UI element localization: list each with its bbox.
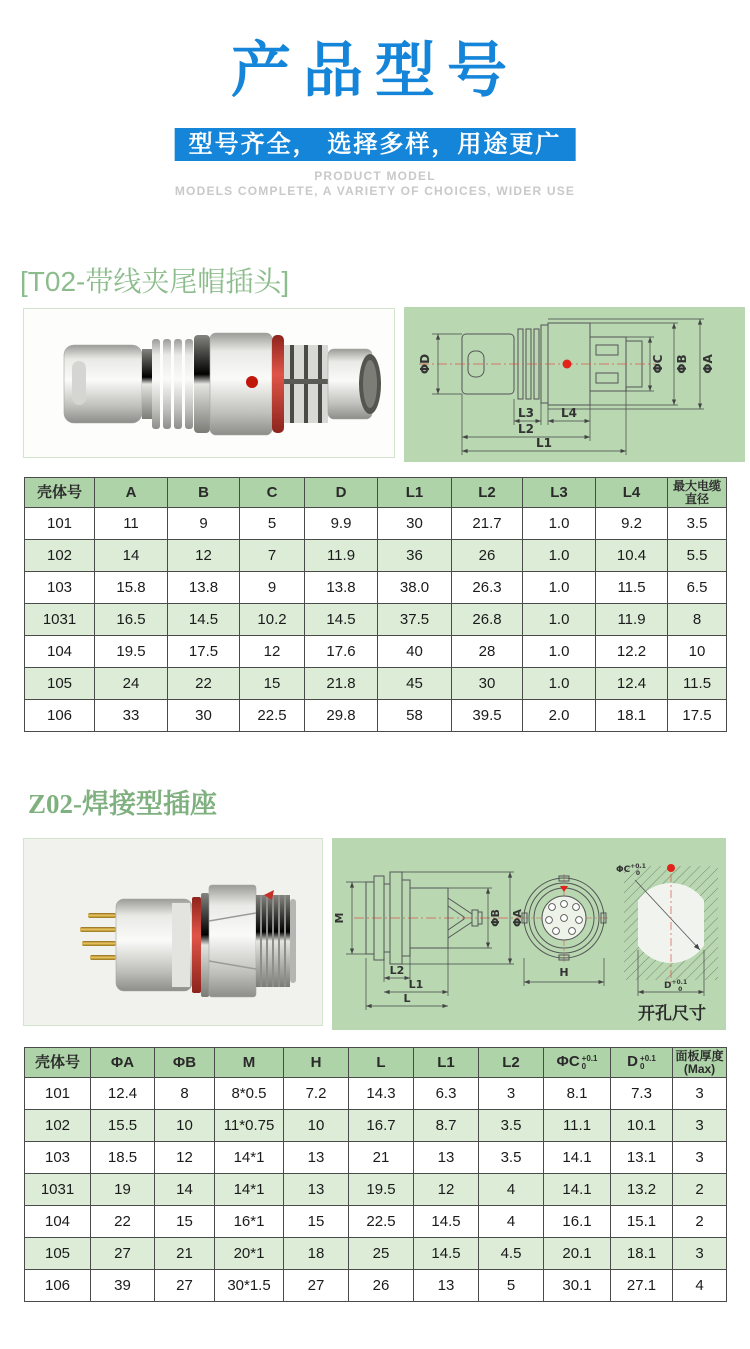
table-cell: 14.1 xyxy=(544,1142,611,1174)
table-cell: 13 xyxy=(284,1174,349,1206)
table-cell: 5.5 xyxy=(668,540,727,572)
table-cell: 30 xyxy=(452,668,523,700)
table-cell: 106 xyxy=(25,700,95,732)
column-header: C xyxy=(240,478,305,508)
table-cell: 29.8 xyxy=(305,700,378,732)
z02-cutout-view xyxy=(616,863,718,1024)
t02-technical-drawing xyxy=(404,307,745,462)
table-cell: 2 xyxy=(673,1174,727,1206)
table-cell: 101 xyxy=(25,1078,91,1110)
table-cell: 14 xyxy=(95,540,168,572)
table-cell: 14*1 xyxy=(215,1142,284,1174)
table-cell: 3.5 xyxy=(479,1142,544,1174)
table-cell: 11*0.75 xyxy=(215,1110,284,1142)
table-cell: 2 xyxy=(673,1206,727,1238)
table-cell: 9.2 xyxy=(596,508,668,540)
t02-spec-table xyxy=(24,477,727,732)
table-cell: 15 xyxy=(240,668,305,700)
table-row xyxy=(25,572,727,604)
table-cell: 104 xyxy=(25,1206,91,1238)
table-cell: 19.5 xyxy=(95,636,168,668)
dim-label-l2: L2 xyxy=(389,964,405,977)
table-cell: 38.0 xyxy=(378,572,452,604)
table-cell: 19 xyxy=(91,1174,155,1206)
table-cell: 1.0 xyxy=(523,572,596,604)
table-cell: 10.2 xyxy=(240,604,305,636)
table-cell: 5 xyxy=(479,1270,544,1302)
table-cell: 104 xyxy=(25,636,95,668)
table-cell: 7.2 xyxy=(284,1078,349,1110)
dim-label-d-tol: $D^{+0.1}$ 0 xyxy=(664,979,688,993)
dim-label-l1: L1 xyxy=(408,978,424,991)
column-header: H xyxy=(284,1048,349,1078)
table-cell: 8.1 xyxy=(544,1078,611,1110)
table-cell: 30*1.5 xyxy=(215,1270,284,1302)
table-cell: 11.1 xyxy=(544,1110,611,1142)
table-cell: 12.4 xyxy=(91,1078,155,1110)
z02-drawing-svg xyxy=(332,838,726,1030)
table-cell: 1.0 xyxy=(523,668,596,700)
column-header: L2 xyxy=(452,478,523,508)
table-row xyxy=(25,668,727,700)
table-cell: 9.9 xyxy=(305,508,378,540)
table-row xyxy=(25,1238,727,1270)
table-cell: 10 xyxy=(284,1110,349,1142)
table-cell: 39.5 xyxy=(452,700,523,732)
table-cell: 12 xyxy=(240,636,305,668)
table-cell: 12 xyxy=(155,1142,215,1174)
table-cell: 8 xyxy=(155,1078,215,1110)
header-row xyxy=(25,478,727,508)
table-cell: 33 xyxy=(95,700,168,732)
table-cell: 13.1 xyxy=(611,1142,673,1174)
table-cell: 15.5 xyxy=(91,1110,155,1142)
table-cell: 4 xyxy=(479,1174,544,1206)
table-cell: 36 xyxy=(378,540,452,572)
table-cell: 103 xyxy=(25,1142,91,1174)
column-header: M xyxy=(215,1048,284,1078)
z02-side-dims xyxy=(346,872,514,1010)
table-cell: 17.6 xyxy=(305,636,378,668)
table-cell: 1.0 xyxy=(523,508,596,540)
table-cell: 2.0 xyxy=(523,700,596,732)
table-cell: 40 xyxy=(378,636,452,668)
table-cell: 20.1 xyxy=(544,1238,611,1270)
dim-label-phiC-tol: $\Phi C^{+0.1}$ 0 xyxy=(616,863,646,877)
column-header: ΦA xyxy=(91,1048,155,1078)
table-cell: 16.5 xyxy=(95,604,168,636)
column-header: D +0.1 0 xyxy=(611,1048,673,1078)
subtitle-english-2: MODELS COMPLETE, A VARIETY OF CHOICES, WIDER USE xyxy=(174,184,576,198)
table-cell: 1.0 xyxy=(523,636,596,668)
table-cell: 58 xyxy=(378,700,452,732)
tolerance-stack: +0.1 0 xyxy=(640,1053,656,1071)
table-cell: 14*1 xyxy=(215,1174,284,1206)
t02-connector-image xyxy=(24,309,394,457)
table-cell: 3 xyxy=(673,1078,727,1110)
table-cell: 18.1 xyxy=(596,700,668,732)
dim-label-phiA: ΦA xyxy=(701,354,715,374)
table-cell: 13 xyxy=(284,1142,349,1174)
dimension-lines xyxy=(432,319,704,455)
table-cell: 6.3 xyxy=(414,1078,479,1110)
dim-label-phiA: ΦA xyxy=(511,909,524,927)
table-cell: 12.2 xyxy=(596,636,668,668)
table-cell: 4.5 xyxy=(479,1238,544,1270)
table-cell: 20*1 xyxy=(215,1238,284,1270)
table-cell: 30 xyxy=(168,700,240,732)
table-cell: 9 xyxy=(168,508,240,540)
table-cell: 21 xyxy=(155,1238,215,1270)
table-row xyxy=(25,1174,727,1206)
table-cell: 26 xyxy=(349,1270,414,1302)
table-cell: 14.5 xyxy=(305,604,378,636)
table-cell: 8 xyxy=(668,604,727,636)
table-cell: 27 xyxy=(155,1270,215,1302)
z02-front-view xyxy=(520,874,608,986)
table-cell: 14 xyxy=(155,1174,215,1206)
cutout-caption: 开孔尺寸 xyxy=(638,1004,706,1024)
table-cell: 6.5 xyxy=(668,572,727,604)
column-header: 壳体号 xyxy=(25,1048,91,1078)
table-cell: 11.5 xyxy=(668,668,727,700)
table-cell: 15.1 xyxy=(611,1206,673,1238)
table-cell: 21.8 xyxy=(305,668,378,700)
section-title-z02: Z02-焊接型插座 xyxy=(28,789,217,819)
socket-body-graphic xyxy=(80,885,296,997)
table-cell: 13 xyxy=(414,1142,479,1174)
table-cell: 18 xyxy=(284,1238,349,1270)
table-row xyxy=(25,1270,727,1302)
table-cell: 14.3 xyxy=(349,1078,414,1110)
table-cell: 3.5 xyxy=(479,1110,544,1142)
table-row xyxy=(25,1142,727,1174)
table-cell: 1.0 xyxy=(523,604,596,636)
table-cell: 7 xyxy=(240,540,305,572)
table-cell: 16.7 xyxy=(349,1110,414,1142)
table-cell: 15 xyxy=(284,1206,349,1238)
table-cell: 8.7 xyxy=(414,1110,479,1142)
z02-socket-image xyxy=(24,839,322,1024)
table-cell: 3 xyxy=(673,1142,727,1174)
column-header: L2 xyxy=(479,1048,544,1078)
tolerance-stack: +0.1 0 xyxy=(581,1053,598,1071)
table-cell: 30 xyxy=(378,508,452,540)
table-cell: 11.9 xyxy=(596,604,668,636)
table-cell: 10.4 xyxy=(596,540,668,572)
table-cell: 3 xyxy=(673,1110,727,1142)
table-cell: 18.1 xyxy=(611,1238,673,1270)
table-cell: 8*0.5 xyxy=(215,1078,284,1110)
tagline-banner: 型号齐全， 选择多样，用途更广 xyxy=(175,128,576,161)
table-cell: 102 xyxy=(25,1110,91,1142)
red-dot-marker xyxy=(667,864,675,872)
table-cell: 22.5 xyxy=(240,700,305,732)
table-cell: 4 xyxy=(479,1206,544,1238)
header-row xyxy=(25,1048,727,1078)
column-header: B xyxy=(168,478,240,508)
table-row xyxy=(25,508,727,540)
column-header: L4 xyxy=(596,478,668,508)
connector-body-graphic xyxy=(64,333,381,435)
table-cell: 27 xyxy=(91,1238,155,1270)
table-row xyxy=(25,604,727,636)
table-cell: 15 xyxy=(155,1206,215,1238)
column-header: 壳体号 xyxy=(25,478,95,508)
dim-label-l3: L3 xyxy=(518,406,534,420)
table-cell: 101 xyxy=(25,508,95,540)
subtitle-english-1: PRODUCT MODEL xyxy=(314,169,436,183)
section-title-t02: [T02-带线夹尾帽插头] xyxy=(20,266,290,297)
table-row xyxy=(25,1206,727,1238)
table-cell: 26.8 xyxy=(452,604,523,636)
column-header: ΦB xyxy=(155,1048,215,1078)
column-header: ΦC +0.1 0 xyxy=(544,1048,611,1078)
table-cell: 4 xyxy=(673,1270,727,1302)
table-cell: 13.8 xyxy=(305,572,378,604)
table-cell: 26 xyxy=(452,540,523,572)
z02-product-photo xyxy=(23,838,323,1026)
t02-product-photo xyxy=(23,308,395,458)
table-cell: 21 xyxy=(349,1142,414,1174)
table-cell: 13 xyxy=(414,1270,479,1302)
table-cell: 14.5 xyxy=(414,1206,479,1238)
column-header: A xyxy=(95,478,168,508)
table-row xyxy=(25,700,727,732)
table-cell: 10.1 xyxy=(611,1110,673,1142)
table-row xyxy=(25,636,727,668)
column-header: D xyxy=(305,478,378,508)
z02-side-labels xyxy=(333,909,524,1005)
table-cell: 3 xyxy=(479,1078,544,1110)
z02-technical-drawing xyxy=(332,838,726,1030)
table-cell: 10 xyxy=(668,636,727,668)
table-cell: 18.5 xyxy=(91,1142,155,1174)
table-cell: 11.9 xyxy=(305,540,378,572)
table-cell: 27.1 xyxy=(611,1270,673,1302)
table-row xyxy=(25,1078,727,1110)
t02-drawing-svg xyxy=(404,307,745,462)
dim-label-phiB: ΦB xyxy=(675,354,689,374)
table-cell: 11.5 xyxy=(596,572,668,604)
table-cell: 16*1 xyxy=(215,1206,284,1238)
table-cell: 1.0 xyxy=(523,540,596,572)
table-cell: 22 xyxy=(91,1206,155,1238)
table-cell: 30.1 xyxy=(544,1270,611,1302)
table-cell: 103 xyxy=(25,572,95,604)
dim-label-phiC: ΦC xyxy=(651,354,665,374)
table-cell: 11 xyxy=(95,508,168,540)
dim-label-h: H xyxy=(559,966,569,979)
table-cell: 3 xyxy=(673,1238,727,1270)
table-cell: 14.5 xyxy=(168,604,240,636)
table-cell: 25 xyxy=(349,1238,414,1270)
dim-label-l4: L4 xyxy=(561,406,577,420)
dim-label-phiB: ΦB xyxy=(489,909,502,927)
red-dot-marker xyxy=(563,360,572,369)
table-cell: 10 xyxy=(155,1110,215,1142)
table-cell: 39 xyxy=(91,1270,155,1302)
page-title: 产品型号 xyxy=(231,37,519,104)
column-header: 面板厚度 (Max) xyxy=(673,1048,727,1078)
table-cell: 12 xyxy=(414,1174,479,1206)
table-cell: 1031 xyxy=(25,1174,91,1206)
table-cell: 14.1 xyxy=(544,1174,611,1206)
red-index-marker xyxy=(560,886,568,892)
column-header: 最大电缆 直径 xyxy=(668,478,727,508)
table-row xyxy=(25,540,727,572)
table-cell: 7.3 xyxy=(611,1078,673,1110)
table-cell: 22.5 xyxy=(349,1206,414,1238)
table-cell: 22 xyxy=(168,668,240,700)
table-cell: 17.5 xyxy=(168,636,240,668)
table-cell: 3.5 xyxy=(668,508,727,540)
dim-label-m: M xyxy=(333,912,346,924)
table-cell: 17.5 xyxy=(668,700,727,732)
table-row xyxy=(25,1110,727,1142)
table-cell: 102 xyxy=(25,540,95,572)
table-cell: 21.7 xyxy=(452,508,523,540)
table-cell: 14.5 xyxy=(414,1238,479,1270)
dim-label-l1: L1 xyxy=(536,436,552,450)
table-cell: 1031 xyxy=(25,604,95,636)
red-dot-marker xyxy=(246,376,258,388)
table-cell: 12.4 xyxy=(596,668,668,700)
table-cell: 105 xyxy=(25,1238,91,1270)
z02-spec-table xyxy=(24,1047,727,1302)
table-cell: 9 xyxy=(240,572,305,604)
table-cell: 45 xyxy=(378,668,452,700)
table-cell: 16.1 xyxy=(544,1206,611,1238)
table-cell: 13.8 xyxy=(168,572,240,604)
column-header: L1 xyxy=(414,1048,479,1078)
table-cell: 5 xyxy=(240,508,305,540)
table-cell: 19.5 xyxy=(349,1174,414,1206)
table-cell: 12 xyxy=(168,540,240,572)
table-cell: 15.8 xyxy=(95,572,168,604)
table-cell: 27 xyxy=(284,1270,349,1302)
table-cell: 106 xyxy=(25,1270,91,1302)
table-cell: 24 xyxy=(95,668,168,700)
column-header: L xyxy=(349,1048,414,1078)
column-header: L1 xyxy=(378,478,452,508)
column-header: L3 xyxy=(523,478,596,508)
dim-label-l2: L2 xyxy=(518,422,534,436)
dim-label-phiD: ΦD xyxy=(418,353,432,375)
table-cell: 26.3 xyxy=(452,572,523,604)
table-cell: 13.2 xyxy=(611,1174,673,1206)
dim-label-l: L xyxy=(403,992,411,1005)
table-cell: 105 xyxy=(25,668,95,700)
table-cell: 28 xyxy=(452,636,523,668)
table-cell: 37.5 xyxy=(378,604,452,636)
